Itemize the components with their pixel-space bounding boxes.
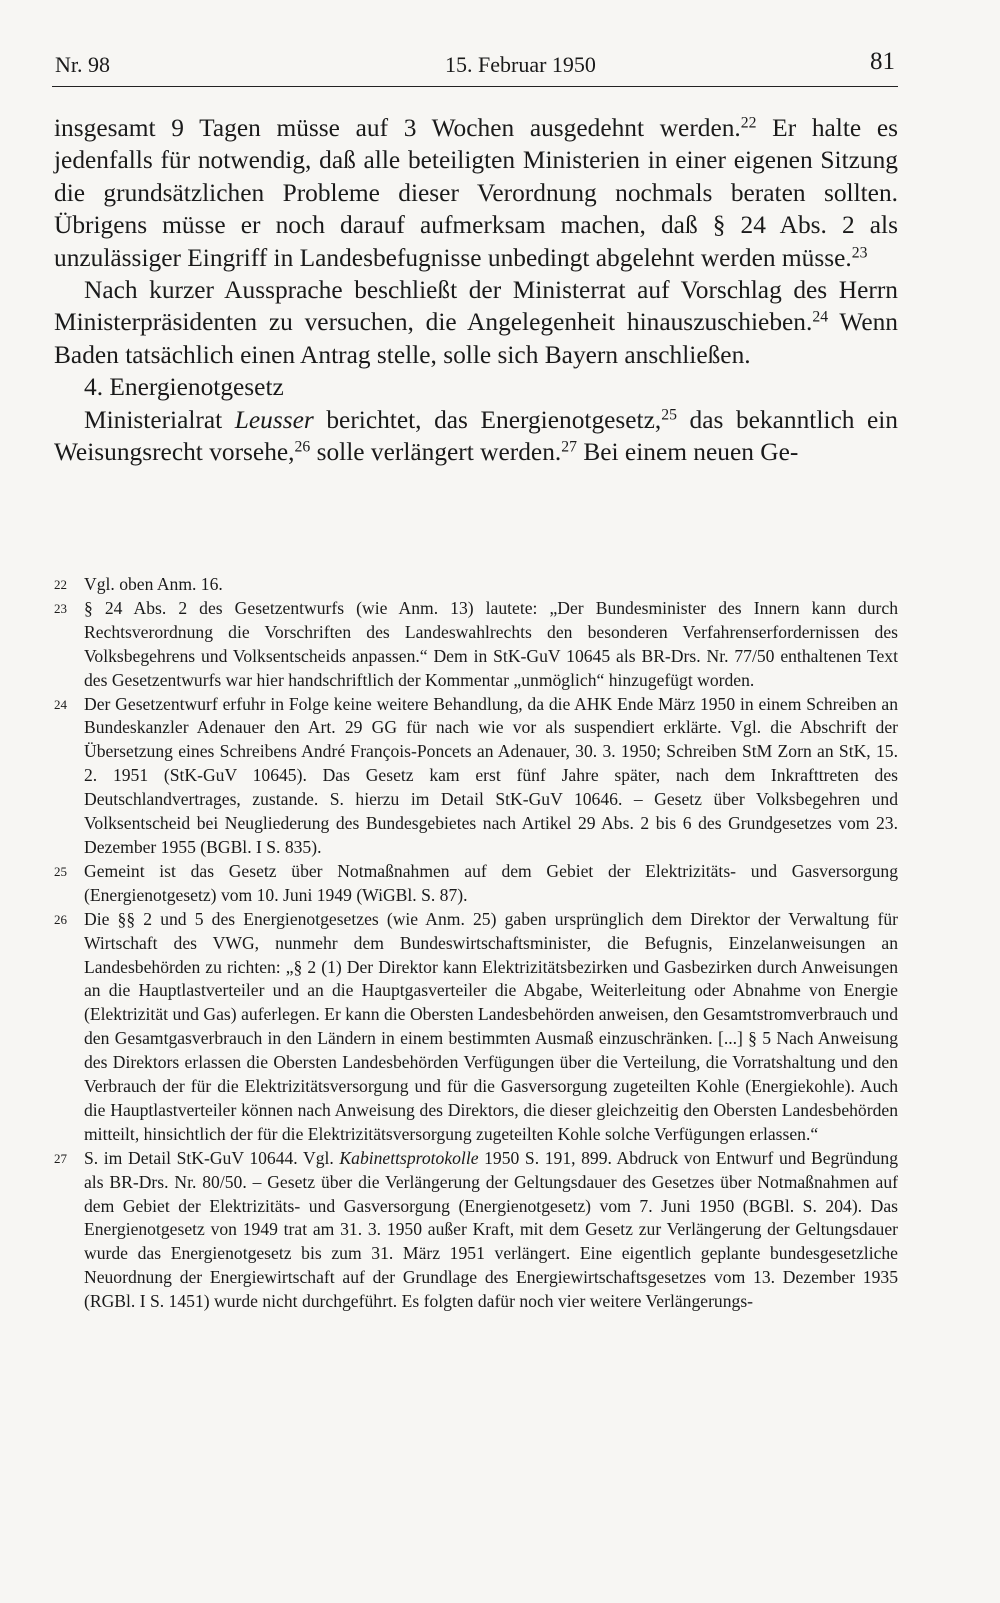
- person-name: Leusser: [234, 405, 314, 434]
- footnote-number: 27: [54, 1150, 67, 1166]
- footnote-text: [84, 1147, 898, 1314]
- footnote: [54, 1147, 898, 1314]
- footnote-number: 26: [54, 911, 67, 927]
- footnote: [54, 693, 898, 860]
- text-run: Ministerialrat: [84, 405, 235, 434]
- document-number: Nr. 98: [55, 52, 110, 77]
- footnote-ref: 26: [294, 438, 311, 456]
- text-run: Er halte es jedenfalls für notwendig, daß alle beteiligten Ministerien in einer eigenen Sitzung die grundsätzlichen Probleme dieser Verordnung nochmals beraten sollten. Übrigens müsse er noch darauf aufmerksam machen, daß § 24 Abs. 2 als unzulässiger Eingriff in Landesbefugnisse unbedingt abgelehnt werden müsse.: [54, 114, 898, 272]
- text-run: das bekanntlich ein Weisungsrecht vorsehe,: [54, 405, 899, 467]
- header-date: 15. Februar 1950: [445, 52, 596, 77]
- footnote: [54, 597, 898, 693]
- footnote-text: Vgl. oben Anm. 16.: [84, 574, 223, 594]
- footnote-ref: 22: [740, 114, 757, 132]
- text-run: Wenn Baden tatsächlich einen Antrag stelle, solle sich Bayern anschließen.: [54, 308, 898, 369]
- footnote-ref: 23: [851, 243, 868, 261]
- footnote-text: § 24 Abs. 2 des Gesetzentwurfs (wie Anm. 13) lautete: „Der Bundesminister des Innern kann durch Rechtsverordnung die Vorschriften des Landeswahlrechts den besonderen Verfahrenserfordernissen des Volksbegehrens und Volksentscheids anpassen.“ Dem in StK-GuV 10645 als BR-Drs. Nr. 77/50 enthaltenen Text des Gesetzentwurfs war hier handschriftlich der Kommentar „unmöglich“ hinzugefügt worden.: [84, 597, 898, 690]
- section-heading: 4. Energienotgesetz: [84, 373, 284, 402]
- footnote-text: Die §§ 2 und 5 des Energienotgesetzes (wie Anm. 25) gaben ursprünglich dem Direktor der Verwaltung für Wirtschaft des VWG, nunmehr dem Bundeswirtschaftsminister, die Befugnis, Einzelanweisungen an Landesbehörden zu richten: „§ 2 (1) Der Direktor kann Elektrizitätsbezirken und Gasbezirken durch Anweisungen an die Hauptlastverteiler und an die Hauptgasverteiler die Abgabe, Weiterleitung oder Abnahme von Energie (Elektrizität und Gas) auferlegen. Er kann die Obersten Landesbehörden anweisen, den Gesamtstromverbrauch und den Gesamtgasverbrauch in den Ländern in einem bestimmten Ausmaß einzuschränken. [...] § 5 Nach Anweisung des Direktors erlassen die Obersten Landesbehörden Verfügungen über die Verteilung, die Vorratshaltung und den Verbrauch der für die Elektrizitätsversorgung und für die Gasversorgung zugeteilten Kohle (Energiekohle). Auch die Hauptlastverteiler können nach Anweisung des Direktors, die dieser gleichzeitig den Obersten Landesbehörden mitteilt, hinsichtlich der für die Elektrizitätsversorgung zugeteilten Kohle solche Verfügungen erlassen.“: [84, 908, 898, 1144]
- text-run: Bei einem neuen Ge-: [576, 438, 799, 467]
- footnote-number: 23: [54, 600, 67, 616]
- text-run: berichtet, das Energienotgesetz,: [313, 405, 662, 434]
- footnote-ref: 25: [661, 406, 677, 423]
- page-number: 81: [870, 48, 895, 75]
- main-text: [54, 112, 898, 468]
- paragraph: [54, 404, 898, 469]
- footnote: [54, 573, 898, 597]
- footnote: [54, 860, 898, 908]
- text-run: Nach kurzer Aussprache beschließt der Ministerrat auf Vorschlag des Herrn Ministerpräsidenten zu versuchen, die Angelegenheit hinauszuschieben.: [54, 276, 898, 337]
- publication-title: Kabinettsprotokolle: [339, 1147, 479, 1168]
- running-header: [52, 46, 898, 87]
- footnote-text: Der Gesetzentwurf erfuhr in Folge keine weitere Behandlung, da die AHK Ende März 1950 in einem Schreiben an Bundeskanzler Adenauer den Art. 29 GG für nach wie vor als suspendiert erklärte. Vgl. die Abschrift der Übersetzung eines Schreibens André François-Poncets an Adenauer, 30. 3. 1950; Schreiben StM Zorn an StK, 15. 2. 1951 (StK-GuV 10645). Das Gesetz kam erst fünf Jahre später, nach dem Inkrafttreten des Deutschlandvertrages, zustande. S. hierzu im Detail StK-GuV 10646. – Gesetz über Volksbegehren und Volksentscheid bei Neugliederung des Bundesgebietes nach Artikel 29 Abs. 2 bis 6 des Grundgesetzes vom 23. Dezember 1955 (BGBl. I S. 835).: [84, 693, 898, 857]
- text-run: 1950 S. 191, 899. Abdruck von Entwurf und Begründung als BR-Drs. Nr. 80/50. – Gesetz über die Verlängerung der Geltungsdauer des Gesetzes über Notmaßnahmen auf dem Gebiet der Elektrizitäts- und Gasversorgung (Energienotgesetz) vom 7. Juni 1950 (BGBl. S. 204). Das Energienotgesetz von 1949 trat am 31. 3. 1950 außer Kraft, mit dem Gesetz zur Verlängerung der Geltungsdauer wurde das Energienotgesetz bis zum 31. März 1951 verlängert. Eine eigentlich geplante bundesgesetzliche Neuordnung der Energiewirtschaft auf der Grundlage des Energiewirtschaftsgesetzes vom 13. Dezember 1935 (RGBl. I S. 1451) wurde nicht durchgeführt. Es folgten dafür noch vier weitere Verlängerungs-: [84, 1147, 898, 1312]
- footnote-text: Gemeint ist das Gesetz über Notmaßnahmen auf dem Gebiet der Elektrizitäts- und Gasversorgung (Energienotgesetz) vom 10. Juni 1949 (WiGBl. S. 87).: [84, 860, 898, 905]
- text-run: S. im Detail StK-GuV 10644. Vgl.: [84, 1147, 340, 1168]
- paragraph: [54, 274, 898, 371]
- text-run: solle verlängert werden.: [310, 438, 562, 467]
- footnote-ref: 24: [812, 308, 829, 326]
- footnote-ref: 27: [561, 438, 577, 456]
- paragraph: [54, 112, 898, 274]
- text-run: insgesamt 9 Tagen müsse auf 3 Wochen ausgedehnt werden.: [54, 114, 741, 142]
- footnote-number: 22: [54, 577, 67, 592]
- footnotes: [54, 573, 898, 1314]
- footnote: [54, 908, 898, 1147]
- footnote-number: 24: [54, 696, 67, 712]
- footnote-number: 25: [54, 863, 67, 879]
